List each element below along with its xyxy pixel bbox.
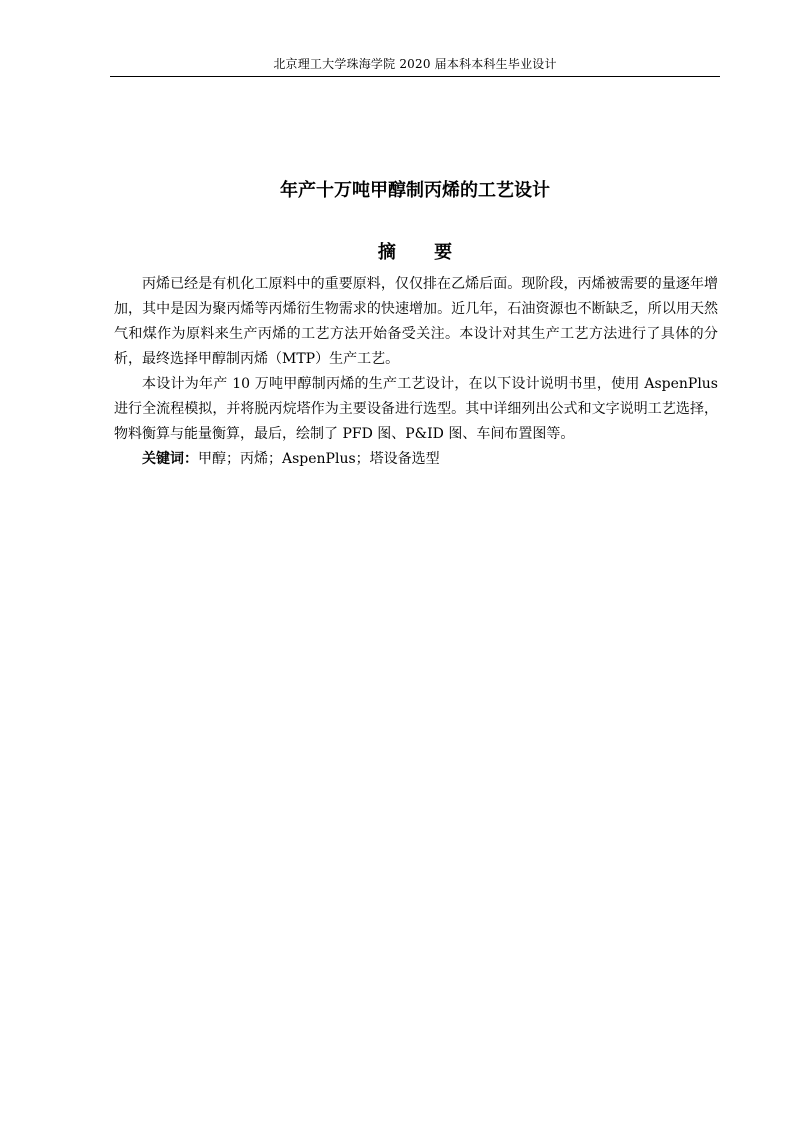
keywords-label: 关键词： [142,451,198,467]
abstract-paragraph-1: 丙烯已经是有机化工原料中的重要原料，仅仅排在乙烯后面。现阶段，丙烯被需要的量逐年增加，其中是因为聚丙烯等丙烯衍生物需求的快速增加。近几年，石油资源也不断缺乏，所以用天然气和煤作为原料来生产丙烯的工艺方法开始备受关注。本设计对其生产工艺方法进行了具体的分析，最终选择甲醇制丙烯（MTP）生产工艺。 [114,276,718,367]
page-header: 北京理工大学珠海学院 2020 届本科本科生毕业设计 [273,57,557,71]
abstract-heading: 摘 要 [377,242,469,263]
keywords-line [114,447,718,472]
document-title: 年产十万吨甲醇制丙烯的工艺设计 [280,180,550,201]
keywords-text: 甲醇；丙烯；AspenPlus；塔设备选型 [198,451,440,467]
abstract-body [114,272,718,472]
abstract-paragraph-2: 本设计为年产 10 万吨甲醇制丙烯的生产工艺设计，在以下设计说明书里，使用 AspenPlus 进行全流程模拟，并将脱丙烷塔作为主要设备进行选型。其中详细列出公式和文字说明工艺选择，物料衡算与能量衡算，最后，绘制了 PFD 图、P&ID 图、车间布置图等。 [114,376,718,442]
header-divider [110,76,720,77]
